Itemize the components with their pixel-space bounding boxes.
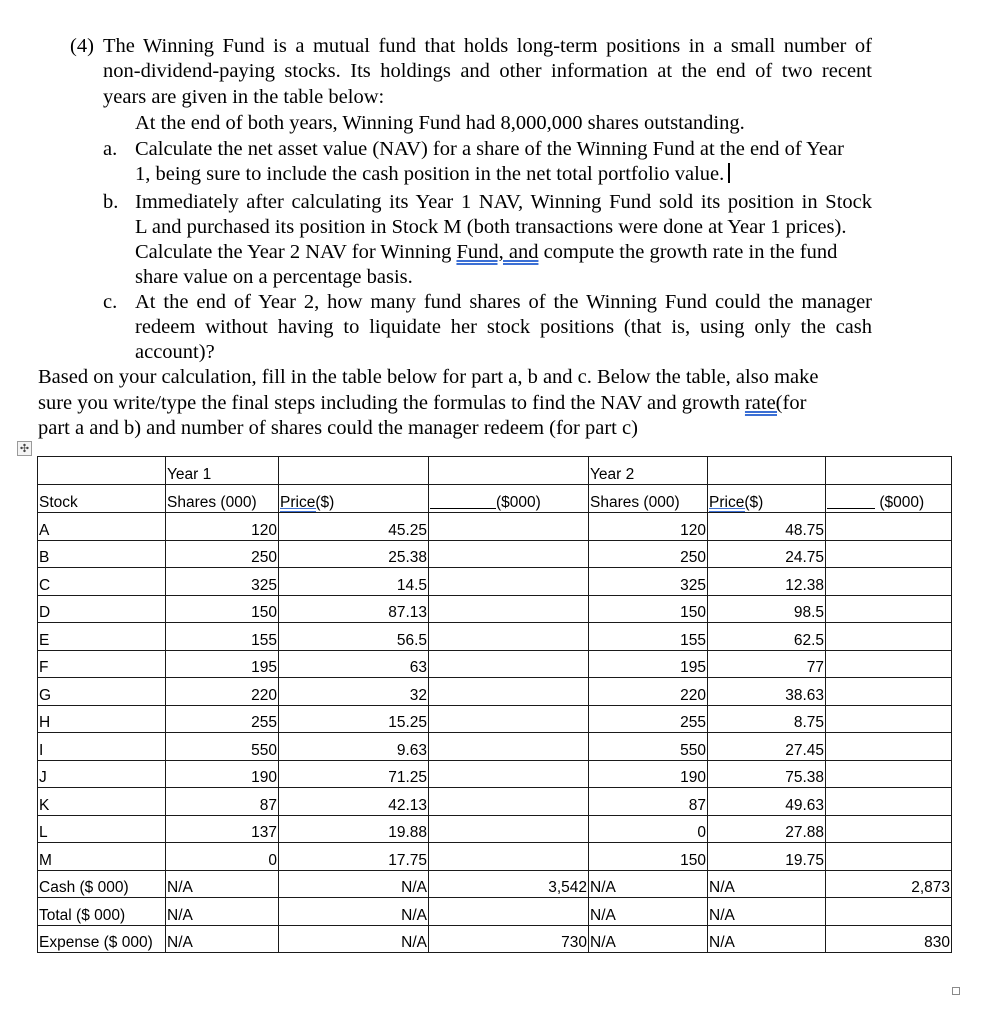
y2-value-cell[interactable]: 830 — [826, 925, 952, 953]
y2-shares-cell[interactable]: N/A — [589, 898, 708, 926]
stock-cell[interactable]: K — [38, 788, 166, 816]
stock-cell[interactable]: H — [38, 705, 166, 733]
header-cell[interactable] — [38, 457, 166, 485]
cash-row — [38, 870, 952, 898]
table-row — [38, 760, 952, 788]
y2-price-cell[interactable]: 49.63 — [708, 788, 826, 816]
instructions-line-3: part a and b) and number of shares could the manager redeem (for part c) — [38, 417, 638, 439]
y2-value-cell[interactable] — [826, 568, 952, 596]
header-cell[interactable] — [429, 457, 589, 485]
y2-value-cell[interactable] — [826, 513, 952, 541]
shares-outstanding-note: At the end of both years, Winning Fund had 8,000,000 shares outstanding. — [135, 112, 745, 134]
y1-value-cell[interactable] — [429, 595, 589, 623]
part-a-line-1: Calculate the net asset value (NAV) for a share of the Winning Fund at the end of Year — [135, 138, 844, 160]
y2-price-cell[interactable]: 48.75 — [708, 513, 826, 541]
table-move-handle-icon[interactable]: ✣ — [17, 441, 32, 456]
y1-shares-cell[interactable]: 255 — [166, 705, 279, 733]
y1-shares-cell[interactable]: N/A — [166, 870, 279, 898]
y2-value-cell[interactable] — [826, 733, 952, 761]
text-cursor — [728, 163, 730, 183]
table-row — [38, 650, 952, 678]
y1-shares-cell[interactable]: 550 — [166, 733, 279, 761]
y1-shares-cell[interactable]: 195 — [166, 650, 279, 678]
y1-shares-cell[interactable]: N/A — [166, 898, 279, 926]
y2-shares-cell[interactable]: 550 — [589, 733, 708, 761]
grammar-flag[interactable]: Fund, and — [456, 241, 539, 263]
header-row-columns — [38, 485, 952, 513]
y2-value-cell[interactable] — [826, 650, 952, 678]
stock-cell[interactable]: B — [38, 540, 166, 568]
y1-value-cell[interactable] — [429, 650, 589, 678]
row-label[interactable]: Expense ($ 000) — [38, 925, 166, 953]
y1-shares-cell[interactable]: 120 — [166, 513, 279, 541]
y1-price-cell[interactable]: N/A — [279, 925, 429, 953]
y1-price-cell[interactable]: 56.5 — [279, 623, 429, 651]
stock-cell[interactable]: M — [38, 843, 166, 871]
header-row-years — [38, 457, 952, 485]
header-y2-shares[interactable]: Shares (000) — [589, 485, 708, 513]
y1-shares-cell[interactable]: 137 — [166, 815, 279, 843]
y2-price-cell[interactable]: 77 — [708, 650, 826, 678]
table-row — [38, 733, 952, 761]
table-row — [38, 513, 952, 541]
stock-cell[interactable]: F — [38, 650, 166, 678]
table-resize-handle[interactable] — [952, 987, 960, 995]
y2-price-cell[interactable]: 75.38 — [708, 760, 826, 788]
y1-value-cell[interactable] — [429, 540, 589, 568]
fill-in-blank — [430, 494, 496, 509]
expense-row — [38, 925, 952, 953]
holdings-table — [37, 456, 952, 953]
y1-value-cell[interactable] — [429, 788, 589, 816]
y1-shares-cell[interactable]: 155 — [166, 623, 279, 651]
y1-price-cell[interactable]: 9.63 — [279, 733, 429, 761]
y1-price-cell[interactable]: 17.75 — [279, 843, 429, 871]
intro-line-3: years are given in the table below: — [103, 86, 385, 108]
y2-price-cell[interactable]: N/A — [708, 925, 826, 953]
grammar-flag[interactable]: rate( — [744, 392, 783, 414]
y1-value-cell[interactable] — [429, 705, 589, 733]
part-c-label: c. — [103, 291, 118, 313]
y1-shares-cell[interactable]: 87 — [166, 788, 279, 816]
part-a-label: a. — [103, 138, 118, 160]
y2-price-cell[interactable]: 27.88 — [708, 815, 826, 843]
y2-value-cell[interactable]: 2,873 — [826, 870, 952, 898]
stock-cell[interactable]: L — [38, 815, 166, 843]
header-year-1[interactable]: Year 1 — [166, 457, 279, 485]
table-row — [38, 788, 952, 816]
part-b-label: b. — [103, 191, 119, 213]
header-year-2[interactable]: Year 2 — [589, 457, 708, 485]
y2-value-cell[interactable] — [826, 705, 952, 733]
y1-shares-cell[interactable]: 150 — [166, 595, 279, 623]
y2-shares-cell[interactable]: 120 — [589, 513, 708, 541]
y1-price-cell[interactable]: 42.13 — [279, 788, 429, 816]
y1-price-cell[interactable]: 15.25 — [279, 705, 429, 733]
part-c-line-3: account)? — [135, 341, 215, 363]
y1-shares-cell[interactable]: 250 — [166, 540, 279, 568]
stock-cell[interactable]: G — [38, 678, 166, 706]
y2-shares-cell[interactable]: 150 — [589, 595, 708, 623]
y2-price-cell[interactable]: N/A — [708, 898, 826, 926]
y2-shares-cell[interactable]: 220 — [589, 678, 708, 706]
y1-value-cell[interactable] — [429, 568, 589, 596]
y2-value-cell[interactable] — [826, 678, 952, 706]
y2-price-cell[interactable]: 27.45 — [708, 733, 826, 761]
y2-shares-cell[interactable]: 195 — [589, 650, 708, 678]
stock-cell[interactable]: D — [38, 595, 166, 623]
y1-price-cell[interactable]: 25.38 — [279, 540, 429, 568]
table-row — [38, 540, 952, 568]
y1-price-cell[interactable]: 32 — [279, 678, 429, 706]
y1-value-cell[interactable] — [429, 733, 589, 761]
y1-value-cell[interactable] — [429, 815, 589, 843]
y1-price-cell[interactable]: 19.88 — [279, 815, 429, 843]
y2-shares-cell[interactable]: N/A — [589, 870, 708, 898]
y2-shares-cell[interactable]: 255 — [589, 705, 708, 733]
y2-value-cell[interactable] — [826, 540, 952, 568]
y1-value-cell[interactable] — [429, 623, 589, 651]
part-c-line-1: At the end of Year 2, how many fund shares of the Winning Fund could the manager — [135, 291, 872, 313]
question-number: (4) — [70, 35, 94, 57]
part-c-line-2: redeem without having to liquidate her stock positions (that is, using only the cash — [135, 316, 872, 338]
part-b-line-1: Immediately after calculating its Year 1 NAV, Winning Fund sold its position in Stock — [135, 191, 872, 213]
stock-cell[interactable]: I — [38, 733, 166, 761]
y2-value-cell[interactable] — [826, 843, 952, 871]
part-b-line-2: L and purchased its position in Stock M (both transactions were done at Year 1 prices). — [135, 216, 847, 238]
row-label[interactable]: Cash ($ 000) — [38, 870, 166, 898]
y2-value-cell[interactable] — [826, 595, 952, 623]
y2-shares-cell[interactable]: 150 — [589, 843, 708, 871]
header-cell[interactable] — [279, 457, 429, 485]
y1-value-cell[interactable]: 3,542 — [429, 870, 589, 898]
table-row — [38, 815, 952, 843]
table-row — [38, 595, 952, 623]
y1-price-cell[interactable]: 45.25 — [279, 513, 429, 541]
table-row — [38, 678, 952, 706]
y1-price-cell[interactable]: 71.25 — [279, 760, 429, 788]
y1-value-cell[interactable]: 730 — [429, 925, 589, 953]
y2-value-cell[interactable] — [826, 623, 952, 651]
y2-shares-cell[interactable]: N/A — [589, 925, 708, 953]
y2-value-cell[interactable] — [826, 898, 952, 926]
y2-price-cell[interactable]: 8.75 — [708, 705, 826, 733]
part-b-line-3: Calculate the Year 2 NAV for Winning Fund, and compute the growth rate in the fund — [135, 241, 838, 263]
header-y1-value[interactable]: ($000) — [429, 485, 589, 513]
fill-in-blank — [827, 494, 875, 509]
table-row — [38, 843, 952, 871]
y2-shares-cell[interactable]: 0 — [589, 815, 708, 843]
y2-shares-cell[interactable]: 325 — [589, 568, 708, 596]
y1-price-cell[interactable]: 63 — [279, 650, 429, 678]
header-stock[interactable]: Stock — [38, 485, 166, 513]
y2-price-cell[interactable]: 98.5 — [708, 595, 826, 623]
y1-value-cell[interactable] — [429, 513, 589, 541]
y2-price-cell[interactable]: 12.38 — [708, 568, 826, 596]
header-y1-price[interactable]: Price($) — [279, 485, 429, 513]
y1-value-cell[interactable] — [429, 678, 589, 706]
intro-line-1: The Winning Fund is a mutual fund that holds long-term positions in a small number of — [103, 35, 872, 57]
y1-shares-cell[interactable]: 190 — [166, 760, 279, 788]
y2-shares-cell[interactable]: 155 — [589, 623, 708, 651]
y2-value-cell[interactable] — [826, 788, 952, 816]
part-a-line-2: 1, being sure to include the cash position in the net total portfolio value. — [135, 162, 730, 187]
header-cell[interactable] — [708, 457, 826, 485]
y2-value-cell[interactable] — [826, 815, 952, 843]
y2-price-cell[interactable]: 24.75 — [708, 540, 826, 568]
stock-cell[interactable]: C — [38, 568, 166, 596]
header-cell[interactable] — [826, 457, 952, 485]
y2-price-cell[interactable]: 62.5 — [708, 623, 826, 651]
total-row — [38, 898, 952, 926]
instructions-line-1: Based on your calculation, fill in the table below for part a, b and c. Below the table, also make — [38, 366, 819, 388]
y2-value-cell[interactable] — [826, 760, 952, 788]
header-y1-shares[interactable]: Shares (000) — [166, 485, 279, 513]
y2-shares-cell[interactable]: 250 — [589, 540, 708, 568]
y1-value-cell[interactable] — [429, 760, 589, 788]
y2-shares-cell[interactable]: 190 — [589, 760, 708, 788]
y1-price-cell[interactable]: N/A — [279, 898, 429, 926]
table-row — [38, 705, 952, 733]
y1-value-cell[interactable] — [429, 843, 589, 871]
y1-price-cell[interactable]: N/A — [279, 870, 429, 898]
stock-cell[interactable]: J — [38, 760, 166, 788]
table-row — [38, 623, 952, 651]
y2-price-cell[interactable]: 38.63 — [708, 678, 826, 706]
part-b-line-4: share value on a percentage basis. — [135, 266, 413, 288]
y1-price-cell[interactable]: 14.5 — [279, 568, 429, 596]
y2-price-cell[interactable]: N/A — [708, 870, 826, 898]
y2-shares-cell[interactable]: 87 — [589, 788, 708, 816]
row-label[interactable]: Total ($ 000) — [38, 898, 166, 926]
y1-shares-cell[interactable]: 0 — [166, 843, 279, 871]
y1-shares-cell[interactable]: 220 — [166, 678, 279, 706]
stock-cell[interactable]: A — [38, 513, 166, 541]
y1-shares-cell[interactable]: N/A — [166, 925, 279, 953]
instructions-line-2: sure you write/type the final steps including the formulas to find the NAV and growth rate(for — [38, 392, 807, 414]
y1-price-cell[interactable]: 87.13 — [279, 595, 429, 623]
y1-value-cell[interactable] — [429, 898, 589, 926]
y1-shares-cell[interactable]: 325 — [166, 568, 279, 596]
header-y2-price[interactable]: Price($) — [708, 485, 826, 513]
header-y2-value[interactable]: ($000) — [826, 485, 952, 513]
stock-cell[interactable]: E — [38, 623, 166, 651]
intro-line-2: non-dividend-paying stocks. Its holdings and other information at the end of two recent — [103, 60, 872, 82]
y2-price-cell[interactable]: 19.75 — [708, 843, 826, 871]
table-row — [38, 568, 952, 596]
